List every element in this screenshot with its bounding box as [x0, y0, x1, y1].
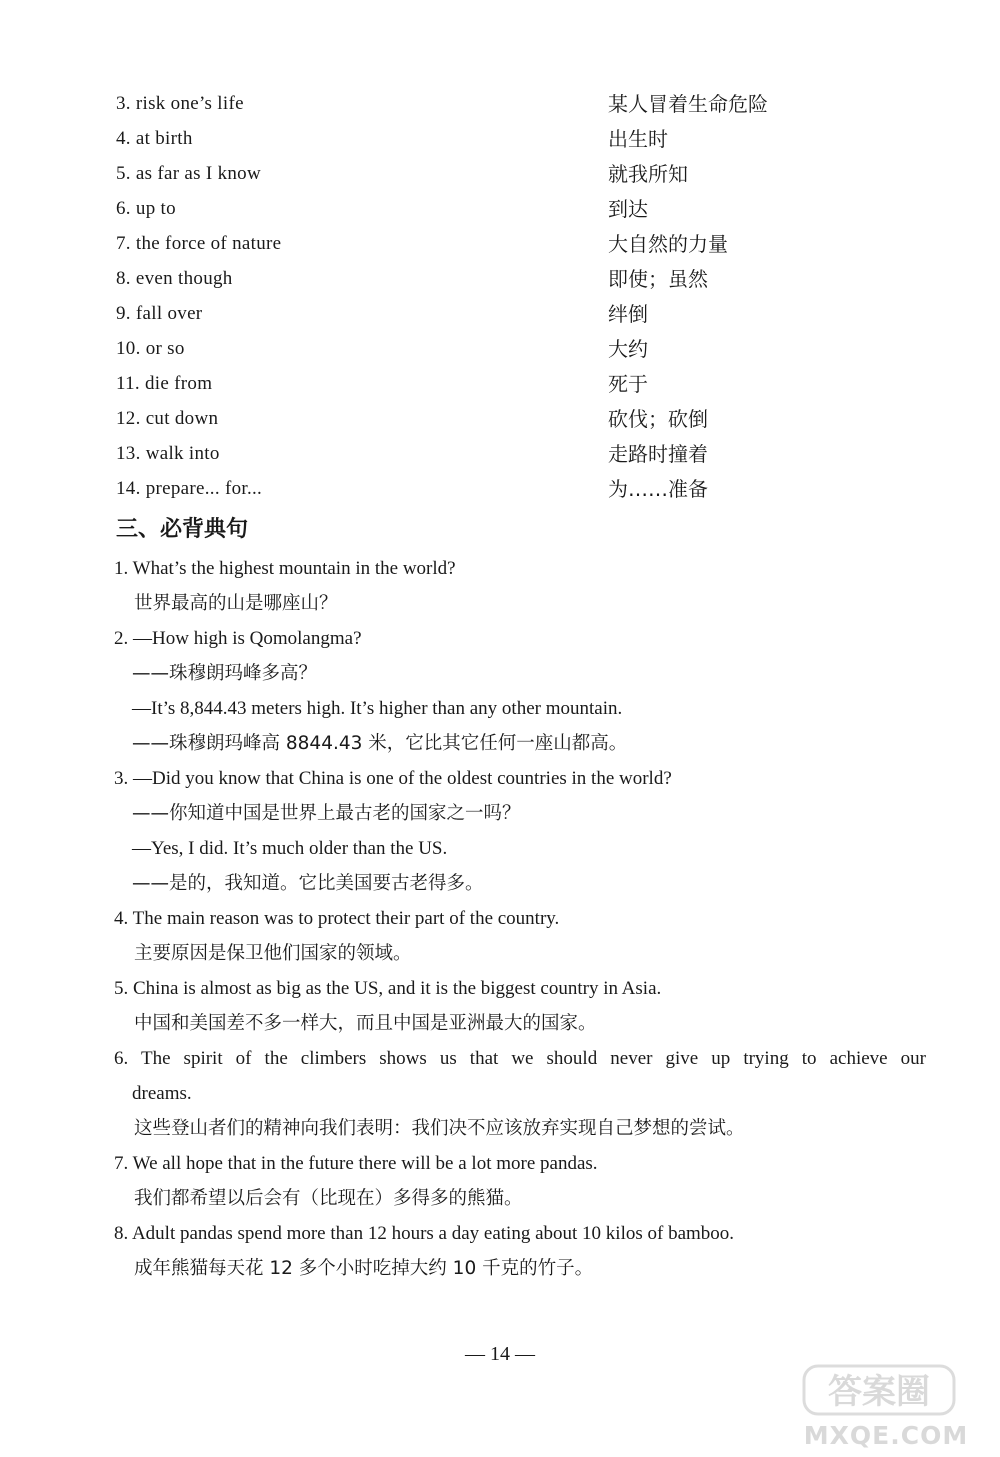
- phrase-row: [0, 162, 1000, 197]
- phrase-row: [0, 337, 1000, 372]
- phrase-row: [0, 477, 1000, 512]
- sentence-english: 3. —Did you know that China is one of the oldest countries in the world?: [114, 768, 672, 789]
- watermark-logo: [786, 1360, 986, 1450]
- sentence-english: 4. The main reason was to protect their part of the country.: [114, 908, 560, 929]
- sentence-chinese: ——你知道中国是世界上最古老的国家之一吗？: [132, 803, 521, 824]
- phrase-english: 14. prepare... for...: [116, 478, 263, 499]
- phrase-chinese: 即使；虽然: [608, 267, 708, 291]
- sentence-chinese: 世界最高的山是哪座山？: [134, 593, 338, 614]
- phrase-english: 5. as far as I know: [116, 163, 261, 184]
- phrase-english: 7. the force of nature: [116, 233, 282, 254]
- phrase-chinese: 砍伐；砍倒: [608, 407, 708, 431]
- phrase-row: [0, 267, 1000, 302]
- phrase-english: 12. cut down: [116, 408, 219, 429]
- sentence-chinese: 这些登山者们的精神向我们表明：我们决不应该放弃实现自己梦想的尝试。: [134, 1118, 745, 1139]
- phrase-row: [0, 442, 1000, 477]
- phrase-chinese: 绊倒: [608, 302, 648, 326]
- sentence-english: 1. What’s the highest mountain in the world?: [114, 558, 456, 579]
- phrase-row: [0, 197, 1000, 232]
- phrase-english: 9. fall over: [116, 303, 203, 324]
- sentence-english: 6. The spirit of the climbers shows us that we should never give up trying to achieve our: [114, 1048, 926, 1069]
- sentence-english: —Yes, I did. It’s much older than the US.: [132, 838, 448, 859]
- sentence-english: —It’s 8,844.43 meters high. It’s higher than any other mountain.: [132, 698, 623, 719]
- phrase-english: 3. risk one’s life: [116, 93, 244, 114]
- phrase-english: 6. up to: [116, 198, 176, 219]
- phrase-english: 8. even though: [116, 268, 233, 289]
- svg-text:答案圈: 答案圈: [828, 1372, 930, 1412]
- sentence-chinese: 中国和美国差不多一样大，而且中国是亚洲最大的国家。: [134, 1013, 597, 1034]
- phrase-row: [0, 372, 1000, 407]
- sentence-english: 2. —How high is Qomolangma?: [114, 628, 362, 649]
- phrase-chinese: 为……准备: [608, 477, 708, 501]
- sentence-chinese: 我们都希望以后会有（比现在）多得多的熊猫。: [134, 1188, 523, 1209]
- svg-text:MXQE.COM: MXQE.COM: [803, 1421, 969, 1450]
- sentence-english: 8. Adult pandas spend more than 12 hours a day eating about 10 kilos of bamboo.: [114, 1223, 735, 1244]
- sentence-chinese: 成年熊猫每天花 12 多个小时吃掉大约 10 千克的竹子。: [134, 1258, 594, 1279]
- phrase-chinese: 大约: [608, 337, 648, 361]
- phrase-english: 4. at birth: [116, 128, 193, 149]
- sentence-chinese: 主要原因是保卫他们国家的领域。: [134, 943, 412, 964]
- phrase-row: [0, 232, 1000, 267]
- section-title: 三、必背典句: [116, 517, 249, 542]
- phrase-chinese: 出生时: [608, 127, 668, 151]
- sentence-english: 7. We all hope that in the future there will be a lot more pandas.: [114, 1153, 598, 1174]
- phrase-english: 11. die from: [116, 373, 213, 394]
- page-number: — 14 —: [465, 1343, 535, 1365]
- phrase-row: [0, 127, 1000, 162]
- phrase-chinese: 就我所知: [608, 162, 688, 186]
- phrase-english: 10. or so: [116, 338, 185, 359]
- phrase-chinese: 走路时撞着: [608, 442, 708, 466]
- phrase-english: 13. walk into: [116, 443, 220, 464]
- sentence-chinese: ——是的，我知道。它比美国要古老得多。: [132, 873, 484, 894]
- sentence-chinese: ——珠穆朗玛峰多高？: [132, 663, 318, 684]
- sentence-english-continued: dreams.: [132, 1083, 192, 1104]
- phrase-chinese: 死于: [608, 372, 648, 396]
- phrase-row: [0, 407, 1000, 442]
- sentence-english: 5. China is almost as big as the US, and it is the biggest country in Asia.: [114, 978, 662, 999]
- phrase-chinese: 某人冒着生命危险: [608, 92, 768, 116]
- phrase-row: [0, 302, 1000, 337]
- phrase-chinese: 大自然的力量: [608, 232, 728, 256]
- sentence-chinese: ——珠穆朗玛峰高 8844.43 米，它比其它任何一座山都高。: [132, 733, 628, 754]
- phrase-row: [0, 92, 1000, 127]
- phrase-chinese: 到达: [608, 197, 648, 221]
